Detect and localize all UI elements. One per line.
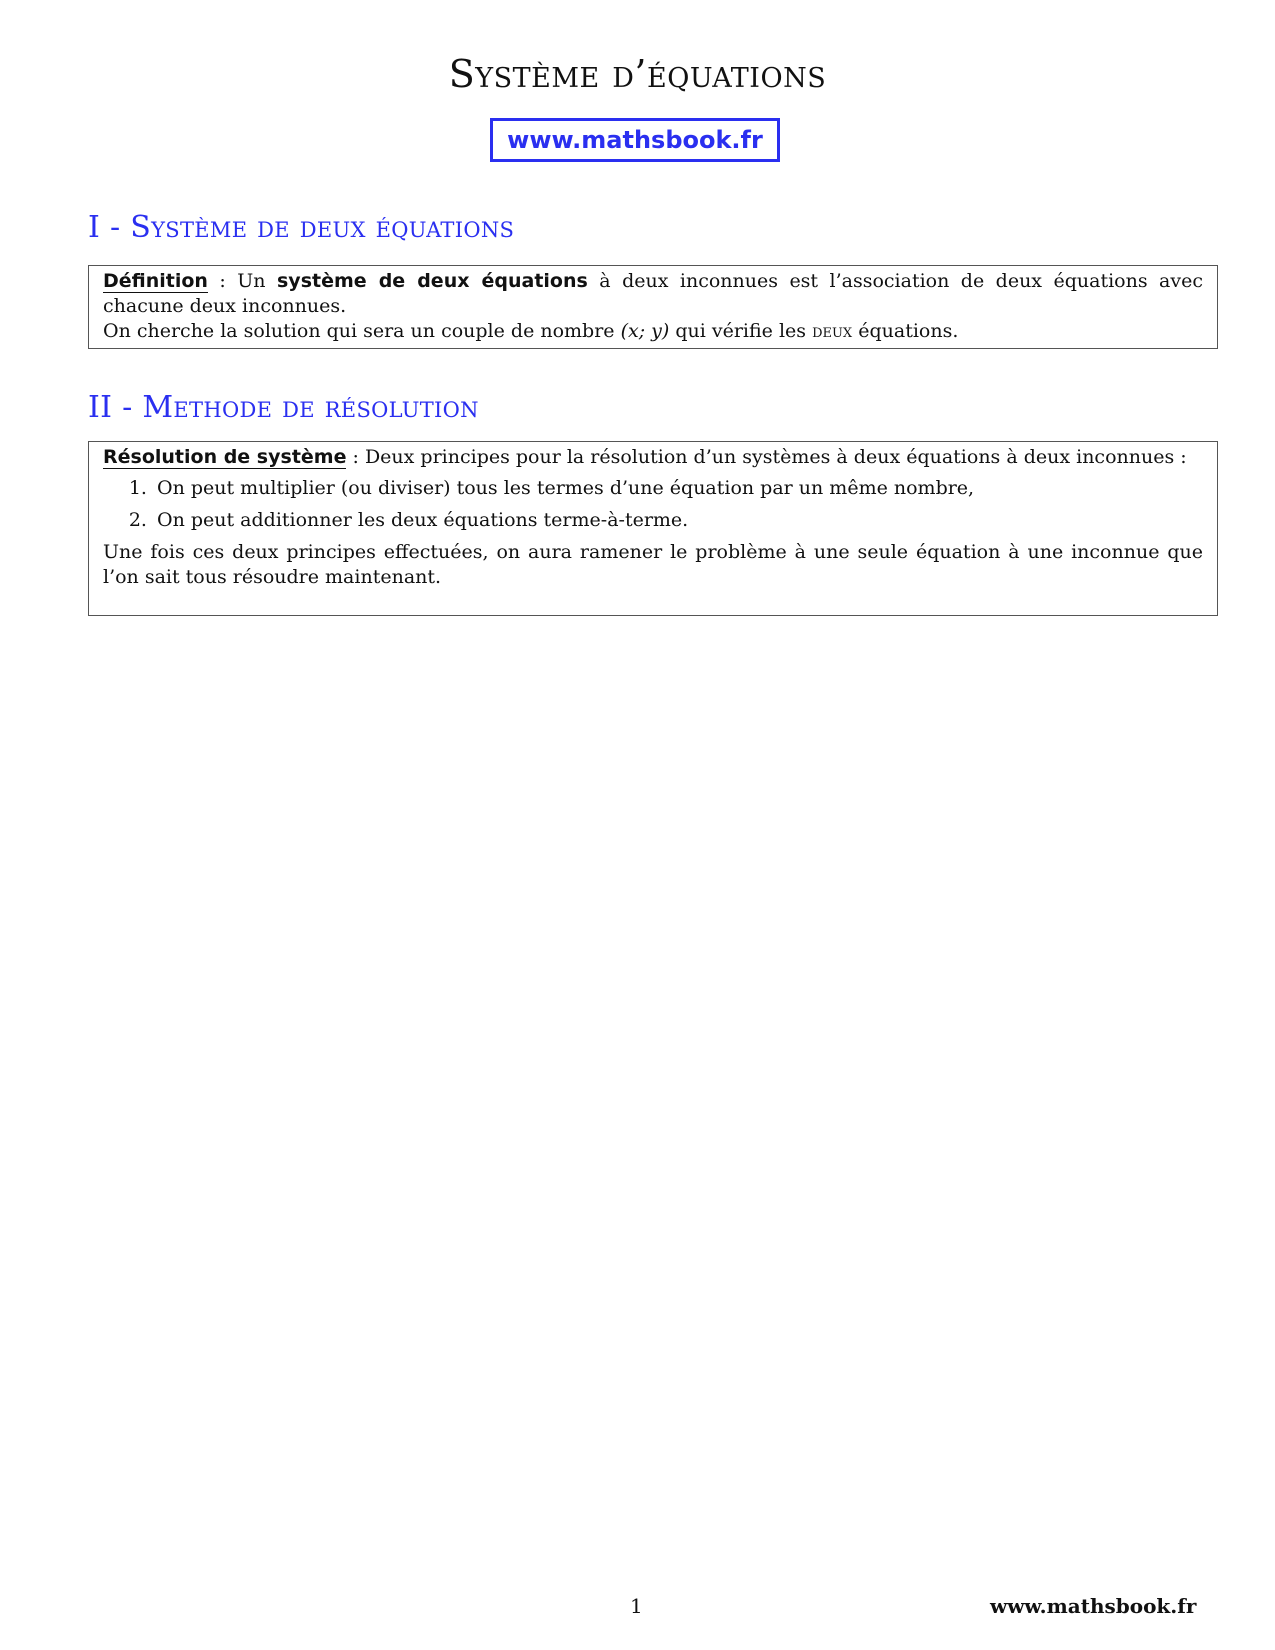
definition-text-1: à deux inconnues est l’association de deux équations avec chacune deux inconnues. <box>103 270 1203 317</box>
definition-paragraph-2 <box>103 319 1203 344</box>
principles-list <box>103 476 1203 533</box>
definition-text-2c: équations. <box>852 320 959 342</box>
definition-label: Définition <box>103 270 208 292</box>
footer-url[interactable]: www.mathsbook.fr <box>990 1594 1197 1618</box>
list-item: 2. On peut additionner les deux équations terme-à-terme. <box>153 508 1203 533</box>
page-number: 1 <box>630 1594 643 1618</box>
resolution-intro-paragraph <box>103 445 1203 470</box>
definition-text-2a: On cherche la solution qui sera un couple de nombre <box>103 320 621 342</box>
emphasis-deux: deux <box>812 320 853 342</box>
resolution-box <box>88 441 1218 616</box>
definition-text-2b: qui vérifie les <box>669 320 813 342</box>
section-heading-1: I - Système de deux équations <box>88 210 515 245</box>
definition-paragraph <box>103 269 1203 319</box>
section-heading-2: II - Methode de résolution <box>88 390 479 425</box>
page-title: Système d’équations <box>448 52 827 96</box>
site-url-text[interactable]: www.mathsbook.fr <box>507 126 763 154</box>
definition-term: système de deux équations <box>277 270 588 292</box>
list-item: 1. On peut multiplier (ou diviser) tous les termes d’une équation par un même nombre, <box>153 476 1203 501</box>
definition-box <box>88 265 1218 349</box>
resolution-conclusion: Une fois ces deux principes effectuées, on aura ramener le problème à une seule équation à une inconnue que l’on sait tous résoudre maintenant. <box>103 541 1203 588</box>
resolution-intro: : Deux principes pour la résolution d’un systèmes à deux équations à deux inconnues : <box>346 446 1187 468</box>
definition-sep: : Un <box>207 270 277 292</box>
resolution-label: Résolution de système <box>103 446 347 468</box>
site-url-box[interactable] <box>490 118 780 162</box>
couple-math: (x; y) <box>620 320 670 342</box>
